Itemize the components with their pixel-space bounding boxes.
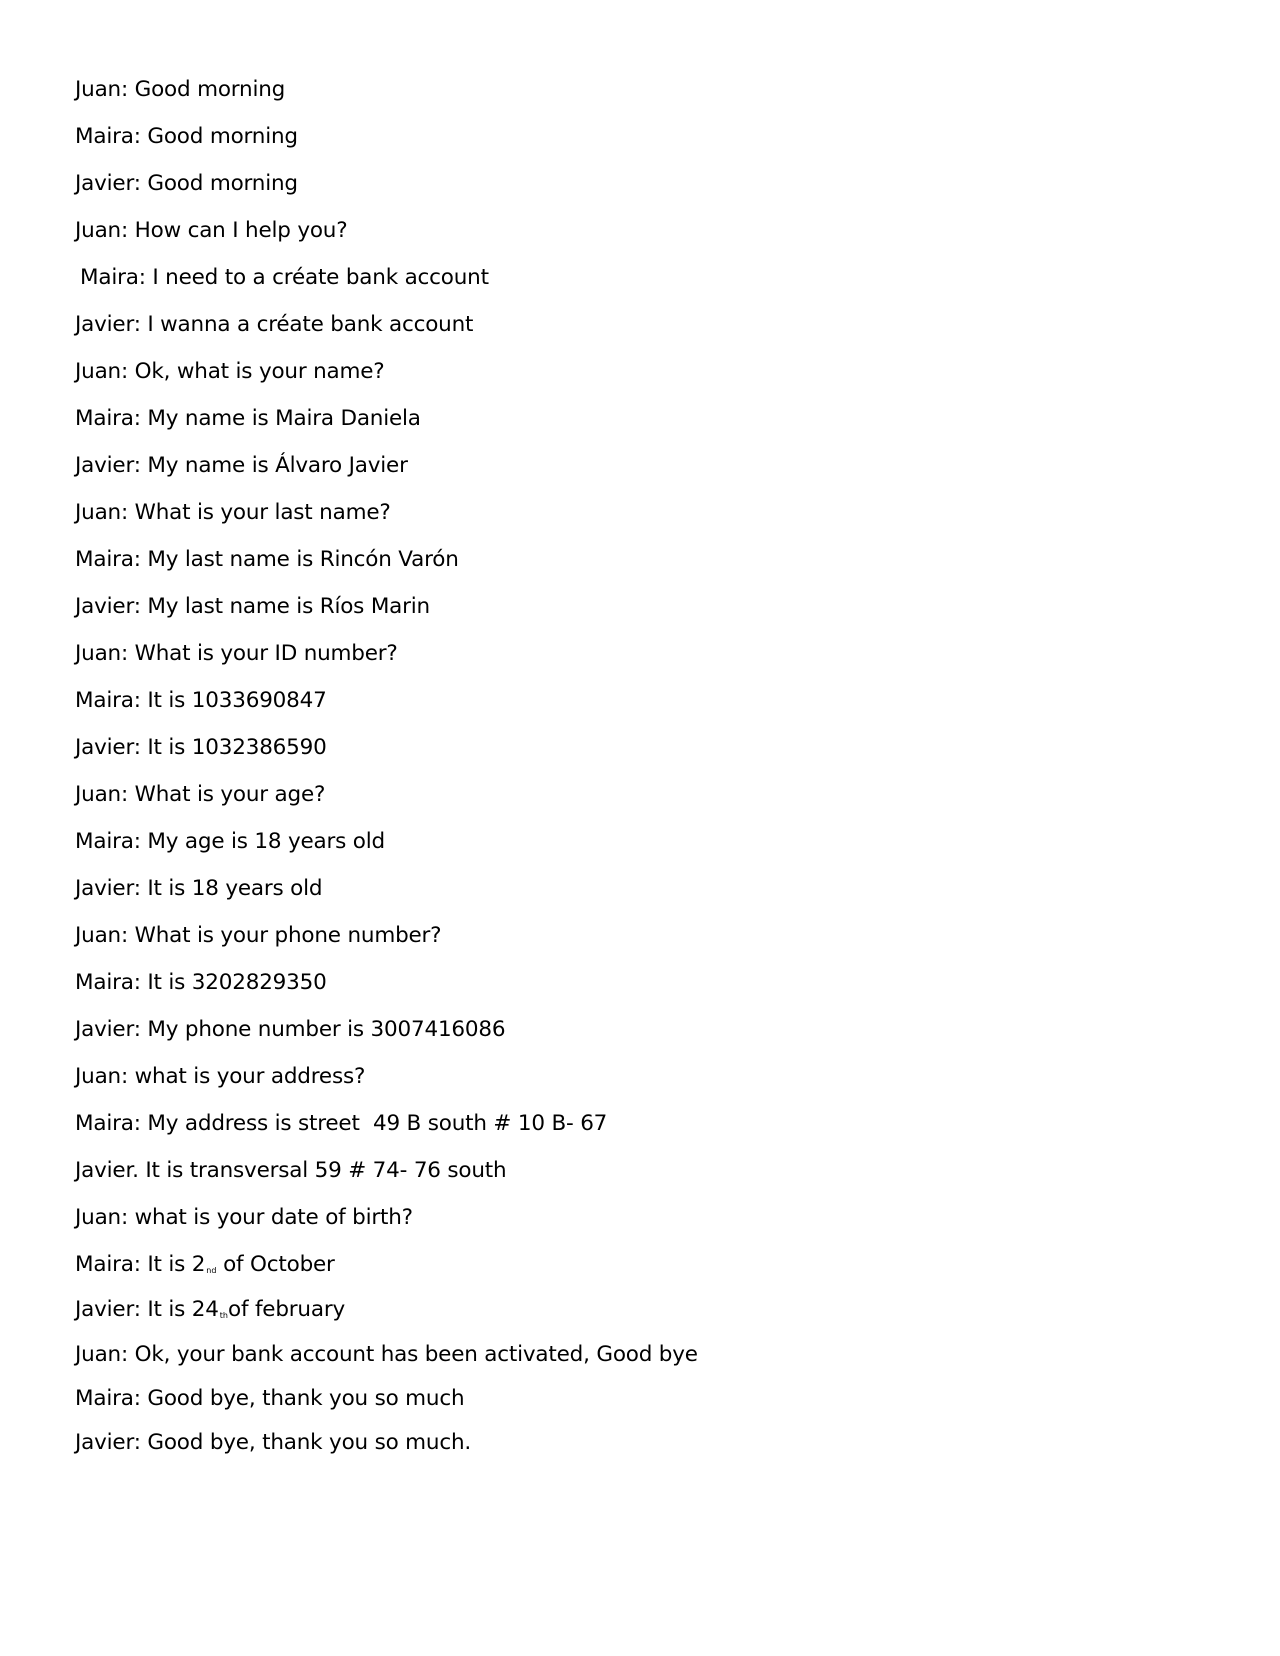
- dialogue-line-maira-birth: [75, 1250, 335, 1280]
- dialogue-line: Javier: It is 18 years old: [75, 876, 323, 901]
- dialogue-line: Maira: My name is Maira Daniela: [75, 406, 421, 431]
- dialogue-line: Javier: My last name is Ríos Marin: [75, 594, 430, 619]
- dialogue-line: Maira: It is 3202829350: [75, 970, 327, 995]
- dialogue-line: Javier: My name is Álvaro Javier: [75, 453, 408, 478]
- dialogue-line: Juan: What is your last name?: [75, 500, 391, 525]
- dialogue-line: Maira: My last name is Rincón Varón: [75, 547, 459, 572]
- dialogue-line: Javier: My phone number is 3007416086: [75, 1017, 506, 1042]
- ordinal-suffix: nd: [206, 1266, 217, 1275]
- dialogue-line: Javier. It is transversal 59 # 74- 76 south: [75, 1158, 507, 1183]
- dialogue-line: Maira: My age is 18 years old: [75, 829, 385, 854]
- dialogue-line: Juan: Ok, what is your name?: [75, 359, 385, 384]
- dialogue-line: Javier: I wanna a créate bank account: [75, 312, 474, 337]
- dialogue-line-javier-birth: [75, 1295, 345, 1325]
- dialogue-line: Juan: Ok, your bank account has been activated, Good bye: [75, 1342, 698, 1367]
- dialogue-line: Maira: I need to a créate bank account: [80, 265, 489, 290]
- dialogue-line: Javier: Good morning: [75, 171, 298, 196]
- line-text: of October: [216, 1252, 335, 1277]
- dialogue-line: Maira: It is 1033690847: [75, 688, 327, 713]
- line-text: of february: [227, 1297, 345, 1322]
- dialogue-line: Maira: My address is street 49 B south # 10 B- 67: [75, 1111, 608, 1136]
- line-text: Maira: It is 2: [75, 1252, 206, 1277]
- line-text: Javier: It is 24: [75, 1297, 219, 1322]
- dialogue-line: Juan: What is your age?: [75, 782, 326, 807]
- dialogue-line: Javier: Good bye, thank you so much.: [75, 1430, 472, 1455]
- dialogue-line: Javier: It is 1032386590: [75, 735, 327, 760]
- dialogue-line: Juan: What is your phone number?: [75, 923, 442, 948]
- dialogue-line: Juan: what is your address?: [75, 1064, 366, 1089]
- dialogue-line: Juan: How can I help you?: [75, 218, 348, 243]
- dialogue-line: Juan: What is your ID number?: [75, 641, 398, 666]
- dialogue-line: Juan: Good morning: [75, 77, 286, 102]
- dialogue-line: Maira: Good morning: [75, 124, 298, 149]
- dialogue-line: Juan: what is your date of birth?: [75, 1205, 413, 1230]
- dialogue-line: Maira: Good bye, thank you so much: [75, 1386, 465, 1411]
- ordinal-suffix: th: [219, 1311, 228, 1320]
